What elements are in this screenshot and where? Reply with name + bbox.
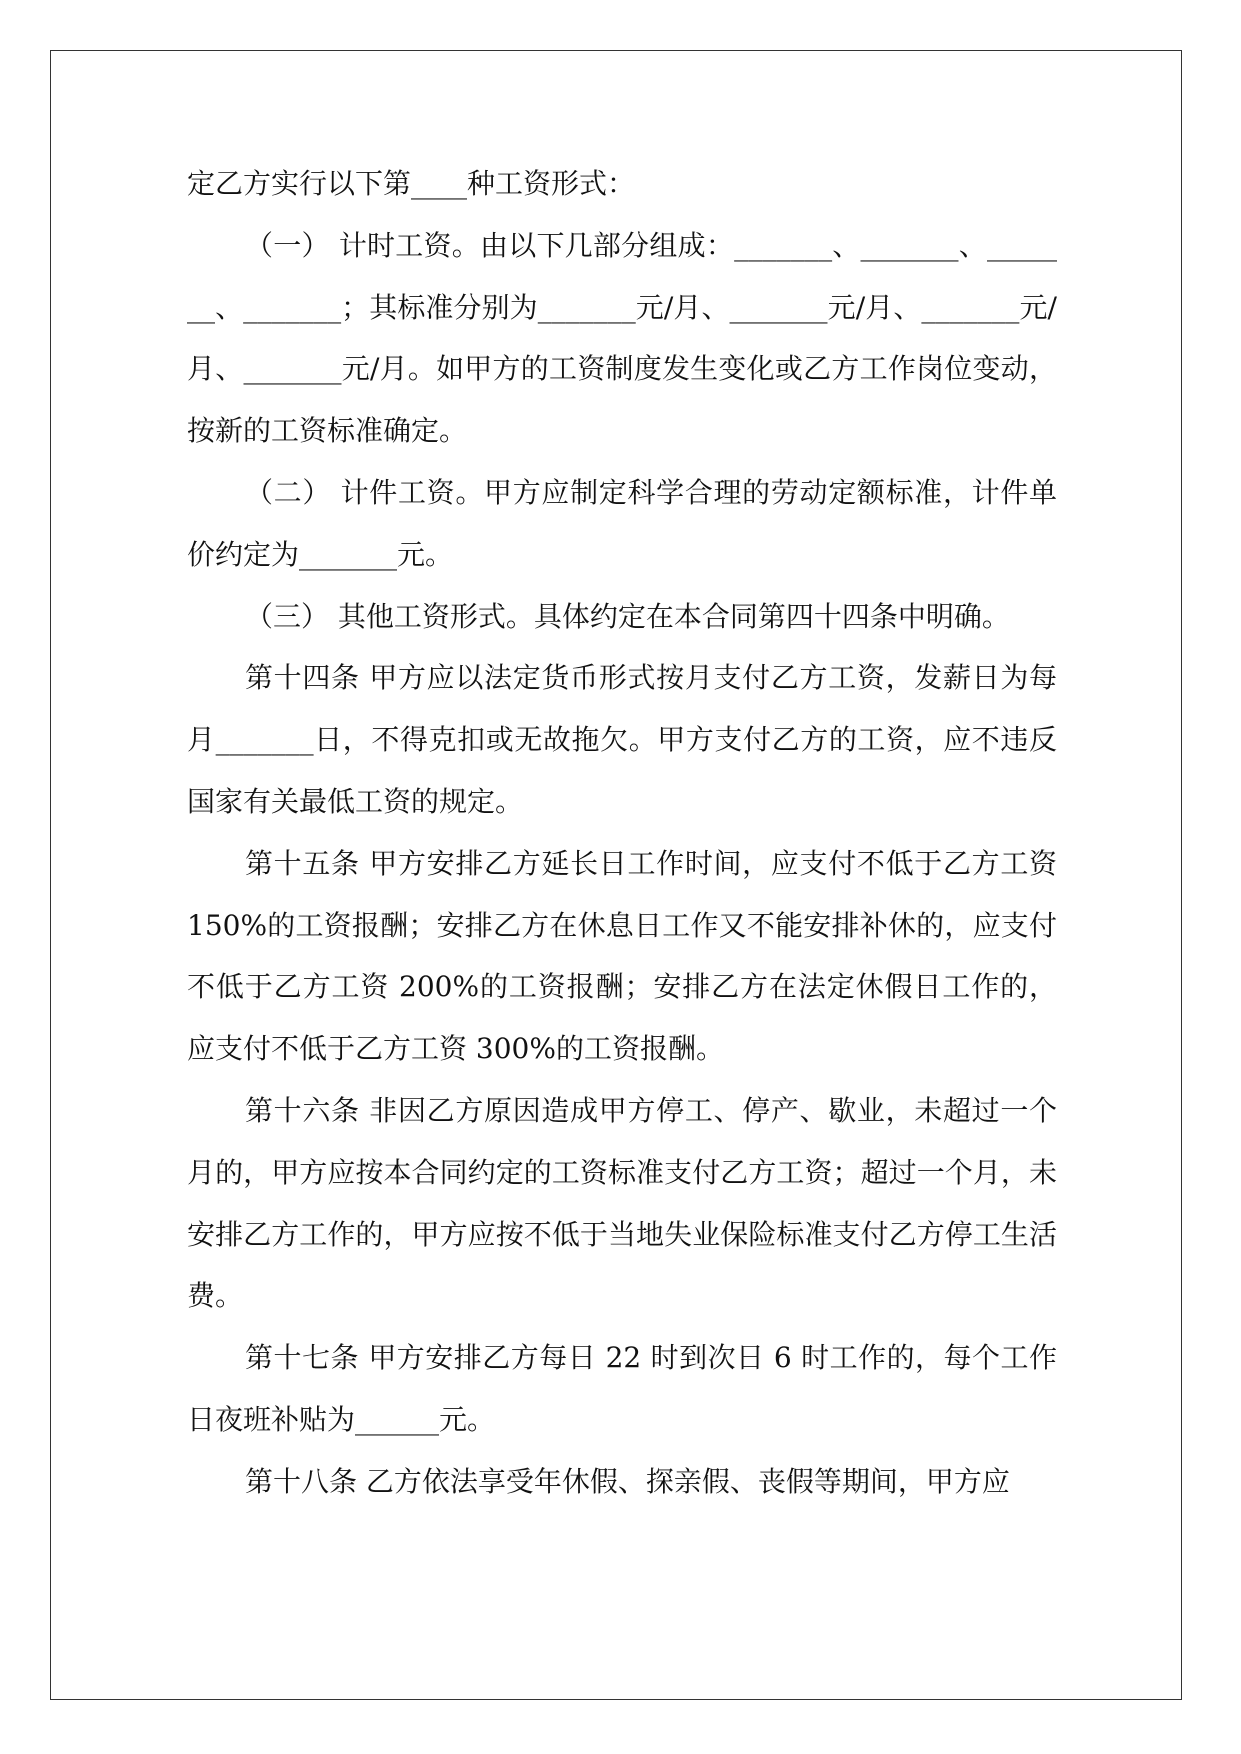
paragraph-other-wage: （三） 其他工资形式。具体约定在本合同第四十四条中明确。 [245,599,1010,633]
paragraph-article-16: 第十六条 非因乙方原因造成甲方停工、停产、歇业，未超过一个月的，甲方应按本合同约定的工资标准支付乙方工资；超过一个月，未安排乙方工作的，甲方应按不低于当地失业保险标准支付乙方停工生活费。 [187,1093,1057,1313]
paragraph-article-14: 第十四条 甲方应以法定货币形式按月支付乙方工资，发薪日为每月_______日，不得克扣或无故拖欠。甲方支付乙方的工资，应不违反国家有关最低工资的规定。 [187,661,1057,818]
paragraph-hourly-wage: （一） 计时工资。由以下几部分组成：_______、_______、_______、_______；其标准分别为_______元/月、_______元/月、_______元/月、_______元/月。如甲方的工资制度发生变化或乙方工作岗位变动，按新的工资标准确定。 [187,228,1057,448]
paragraph-article-18: 第十八条 乙方依法享受年休假、探亲假、丧假等期间，甲方应 [245,1464,1010,1498]
paragraph-article-15: 第十五条 甲方安排乙方延长日工作时间，应支付不低于乙方工资 150%的工资报酬；安排乙方在休息日工作又不能安排补休的，应支付不低于乙方工资 200%的工资报酬；安排乙方在法定休假日工作的，应支付不低于乙方工资 300%的工资报酬。 [187,846,1066,1066]
paragraph-article-17: 第十七条 甲方安排乙方每日 22 时到次日 6 时工作的，每个工作日夜班补贴为______元。 [187,1341,1057,1436]
document-body [187,153,1066,1513]
paragraph-wage-form-intro: 定乙方实行以下第____种工资形式： [187,167,636,200]
paragraph-piece-wage: （二） 计件工资。甲方应制定科学合理的劳动定额标准，计件单价约定为_______元。 [187,475,1057,571]
